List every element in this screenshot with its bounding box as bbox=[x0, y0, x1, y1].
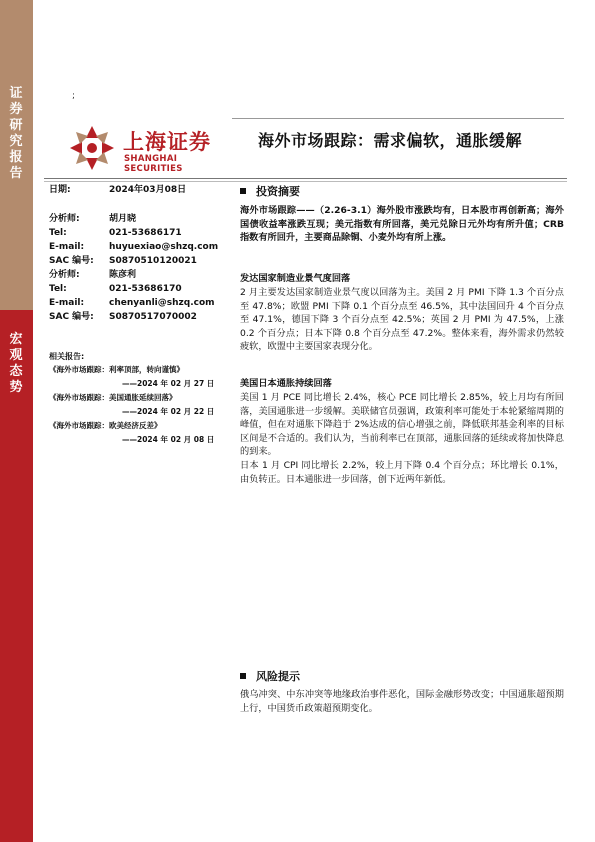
pmi-heading: 发达国家制造业景气度回落 bbox=[240, 273, 351, 284]
related-report-title[interactable]: 《海外市场跟踪：美国通胀延续回落》 bbox=[49, 393, 177, 402]
info-row-analyst: 分析师: 胡月晓 bbox=[49, 214, 137, 224]
info-row-tel: Tel: 021-53686171 bbox=[49, 228, 182, 238]
info-row-date: 日期: 2024年03月08日 bbox=[49, 185, 187, 195]
inflation-paragraph-us: 美国 1 月 PCE 同比增长 2.4%，核心 PCE 同比增长 2.85%，较上月均有所回落，美国通胀进一步缓解。美联储官员强调，政策利率可能处于本轮紧缩周期的峰值，但在对通胀下降趋于 2%达成的信心增强之前，降低联邦基金利率的目标区间是不合适的。我们认为，当前利率已在顶部，通胀回落的延续或将加快降息的到来。 bbox=[240, 392, 564, 457]
info-row-email: E-mail: chenyanli@shzq.com bbox=[49, 298, 215, 308]
related-report-date: ——2024 年 02 月 22 日 bbox=[122, 407, 215, 416]
info-row-tel: Tel: 021-53686170 bbox=[49, 284, 182, 294]
page-mark: ; bbox=[72, 91, 76, 101]
info-row-sac: SAC 编号: S0870510120021 bbox=[49, 256, 197, 266]
logo-english-text: SHANGHAI SECURITIES bbox=[124, 154, 183, 174]
info-row-email: E-mail: huyuexiao@shzq.com bbox=[49, 242, 219, 252]
sidebar-category-label: 证券研究报告 bbox=[9, 86, 23, 181]
risk-heading: 风险提示 bbox=[240, 668, 300, 684]
header-divider bbox=[44, 178, 567, 179]
pmi-paragraph: 2 月主要发达国家制造业景气度以回落为主。美国 2 月 PMI 下降 1.3 个百分点至 47.8%；欧盟 PMI 下降 0.1 个百分点至 46.5%，其中法国回升 4 个百分点至 47.1%，德国下降 3 个百分点至 42.5%；英国 2 月 PMI 为 47.5%，上涨 0.2 个百分点；日本下降 0.8 个百分点至 47.2%。整体来看，海外需求仍然较疲软，欧盟中主要国家表现分化。 bbox=[240, 287, 564, 352]
related-report-title[interactable]: 《海外市场跟踪：利率顶部，转向谨慎》 bbox=[49, 365, 184, 374]
sidebar-category-strip bbox=[0, 0, 33, 310]
sidebar-section-label: 宏观态势 bbox=[9, 332, 23, 395]
header-divider-thin bbox=[44, 181, 567, 182]
section-bullet-icon bbox=[240, 673, 246, 679]
info-row-analyst: 分析师: 陈彦利 bbox=[49, 270, 137, 280]
related-reports-heading: 相关报告: bbox=[49, 352, 85, 361]
related-report-title[interactable]: 《海外市场跟踪：欧美经济反差》 bbox=[49, 421, 162, 430]
related-report-date: ——2024 年 02 月 27 日 bbox=[122, 379, 215, 388]
logo-chinese-text: 上海证券 bbox=[123, 130, 211, 154]
inflation-paragraph-japan: 日本 1 月 CPI 同比增长 2.2%，较上月下降 0.4 个百分点；环比增长 0.1%，由负转正。日本通胀进一步回落，创下近两年新低。 bbox=[240, 460, 564, 485]
info-row-sac: SAC 编号: S0870517070002 bbox=[49, 312, 197, 322]
title-top-rule bbox=[232, 118, 564, 119]
section-bullet-icon bbox=[240, 188, 246, 194]
summary-lead: 海外市场跟踪——（2.26-3.1）海外股市涨跌均有，日本股市再创新高；海外国债收益率涨跌互现；美元指数有所回落，美元兑除日元外均有所升值；CRB 指数有所回升，主要商品除铜、小麦外均有所上涨。 bbox=[240, 205, 564, 243]
related-report-date: ——2024 年 02 月 08 日 bbox=[122, 435, 215, 444]
summary-heading: 投资摘要 bbox=[240, 183, 300, 199]
inflation-heading: 美国日本通胀持续回落 bbox=[240, 378, 332, 389]
sidebar-section-strip bbox=[0, 310, 33, 842]
company-logo bbox=[68, 124, 228, 174]
risk-paragraph: 俄乌冲突、中东冲突等地缘政治事件恶化，国际金融形势改变；中国通胀超预期上行，中国货币政策超预期变化。 bbox=[240, 689, 564, 714]
logo-emblem-icon bbox=[68, 124, 116, 172]
report-title: 海外市场跟踪：需求偏软，通胀缓解 bbox=[258, 131, 523, 150]
